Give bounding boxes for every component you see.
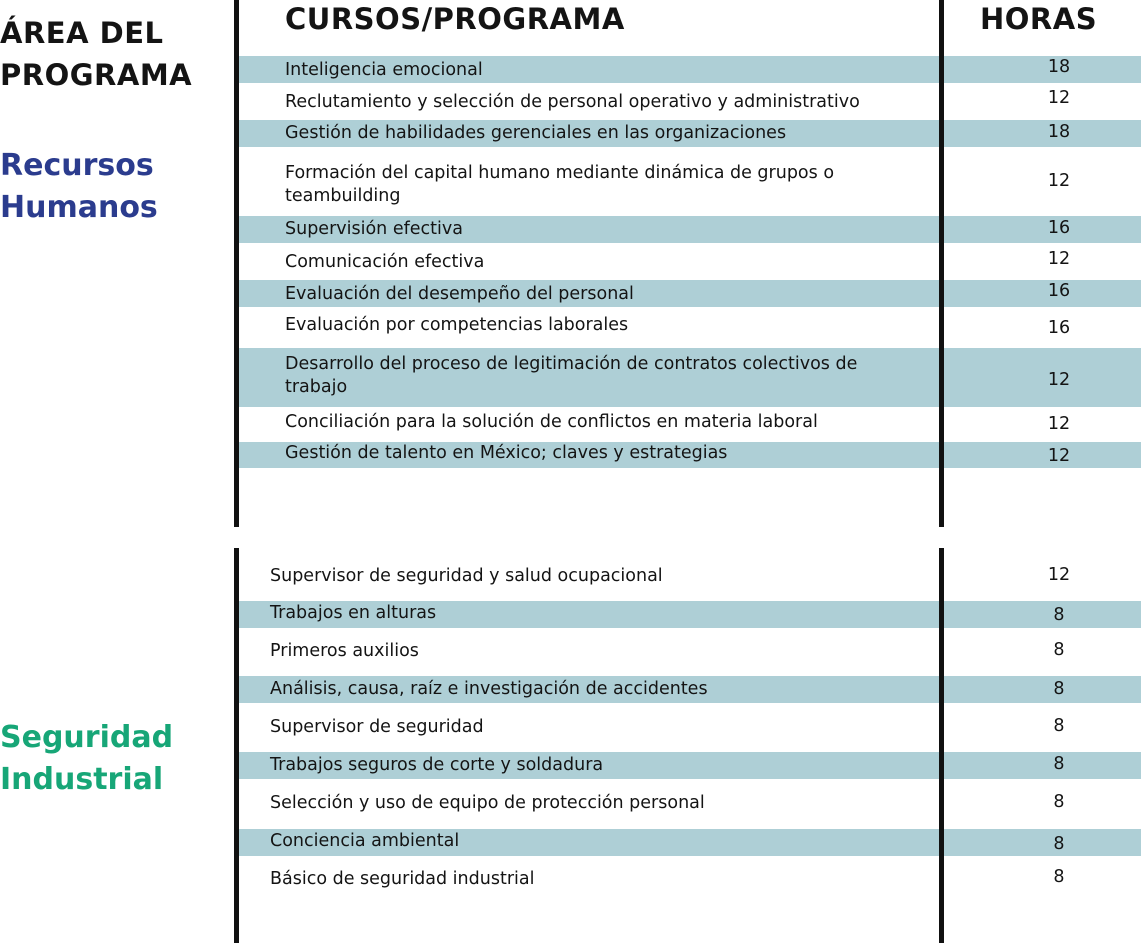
course-hours: 18 xyxy=(1047,122,1071,142)
table-row xyxy=(239,562,1141,590)
table-row xyxy=(239,87,1141,115)
table-row xyxy=(239,56,1141,83)
course-hours: 12 xyxy=(1047,446,1071,466)
table-row xyxy=(239,442,1141,468)
table-row xyxy=(239,216,1141,243)
course-name: Análisis, causa, raíz e investigación de accidentes xyxy=(270,679,708,699)
courses-column-header: CURSOS/PROGRAMA xyxy=(285,2,625,36)
table-row xyxy=(239,120,1141,147)
table-row xyxy=(239,348,1141,407)
course-name: Trabajos en alturas xyxy=(270,603,437,623)
table-row xyxy=(239,310,1141,344)
table-row xyxy=(239,752,1141,779)
course-name: Selección y uso de equipo de protección personal xyxy=(270,793,705,813)
course-name: Básico de seguridad industrial xyxy=(270,869,535,889)
table-row xyxy=(239,280,1141,307)
course-name: Supervisor de seguridad xyxy=(270,717,484,737)
course-name: Comunicación efectiva xyxy=(285,252,485,272)
course-name: Gestión de habilidades gerenciales en las organizaciones xyxy=(285,123,787,143)
course-hours: 18 xyxy=(1047,57,1071,77)
course-name: Conciencia ambiental xyxy=(270,831,460,851)
course-hours: 8 xyxy=(1053,754,1065,774)
area-column-header: ÁREA DEL PROGRAMA xyxy=(0,16,193,92)
course-name: Gestión de talento en México; claves y estrategias xyxy=(285,443,728,463)
course-hours: 12 xyxy=(1047,249,1071,269)
course-hours: 16 xyxy=(1047,218,1071,238)
course-hours: 12 xyxy=(1047,370,1071,390)
hours-column-header: HORAS xyxy=(980,2,1098,36)
table-row xyxy=(239,790,1141,818)
table-row xyxy=(239,676,1141,703)
course-name: Primeros auxilios xyxy=(270,641,419,661)
course-hours: 8 xyxy=(1053,605,1065,625)
course-hours: 8 xyxy=(1053,792,1065,812)
course-hours: 12 xyxy=(1047,565,1071,585)
course-hours: 12 xyxy=(1047,171,1071,191)
course-hours: 16 xyxy=(1047,281,1071,301)
table-row xyxy=(239,714,1141,742)
course-name: Trabajos seguros de corte y soldadura xyxy=(270,755,604,775)
course-name: Evaluación del desempeño del personal xyxy=(285,284,634,304)
course-name: Desarrollo del proceso de legitimación de contratos colectivos de trabajo xyxy=(285,354,858,397)
course-hours: 8 xyxy=(1053,640,1065,660)
table-row xyxy=(239,866,1141,894)
table-row xyxy=(239,829,1141,856)
table-row xyxy=(239,601,1141,628)
course-hours: 12 xyxy=(1047,414,1071,434)
course-hours: 12 xyxy=(1047,88,1071,108)
table-row xyxy=(239,248,1141,276)
table-row xyxy=(239,152,1141,212)
course-name: Evaluación por competencias laborales xyxy=(285,315,629,335)
course-hours: 8 xyxy=(1053,716,1065,736)
table-row xyxy=(239,410,1141,438)
course-name: Supervisor de seguridad y salud ocupacional xyxy=(270,566,663,586)
course-hours: 8 xyxy=(1053,867,1065,887)
area-label-recursos-humanos: Recursos Humanos xyxy=(0,148,158,225)
course-name: Conciliación para la solución de conflictos en materia laboral xyxy=(285,412,818,432)
course-name: Formación del capital humano mediante dinámica de grupos o teambuilding xyxy=(285,163,835,206)
course-hours: 8 xyxy=(1053,679,1065,699)
course-name: Reclutamiento y selección de personal operativo y administrativo xyxy=(285,92,860,112)
course-hours: 16 xyxy=(1047,318,1071,338)
course-hours: 8 xyxy=(1053,834,1065,854)
course-name: Supervisión efectiva xyxy=(285,219,463,239)
table-row xyxy=(239,638,1141,666)
area-label-seguridad-industrial: Seguridad Industrial xyxy=(0,720,174,797)
course-name: Inteligencia emocional xyxy=(285,60,483,80)
